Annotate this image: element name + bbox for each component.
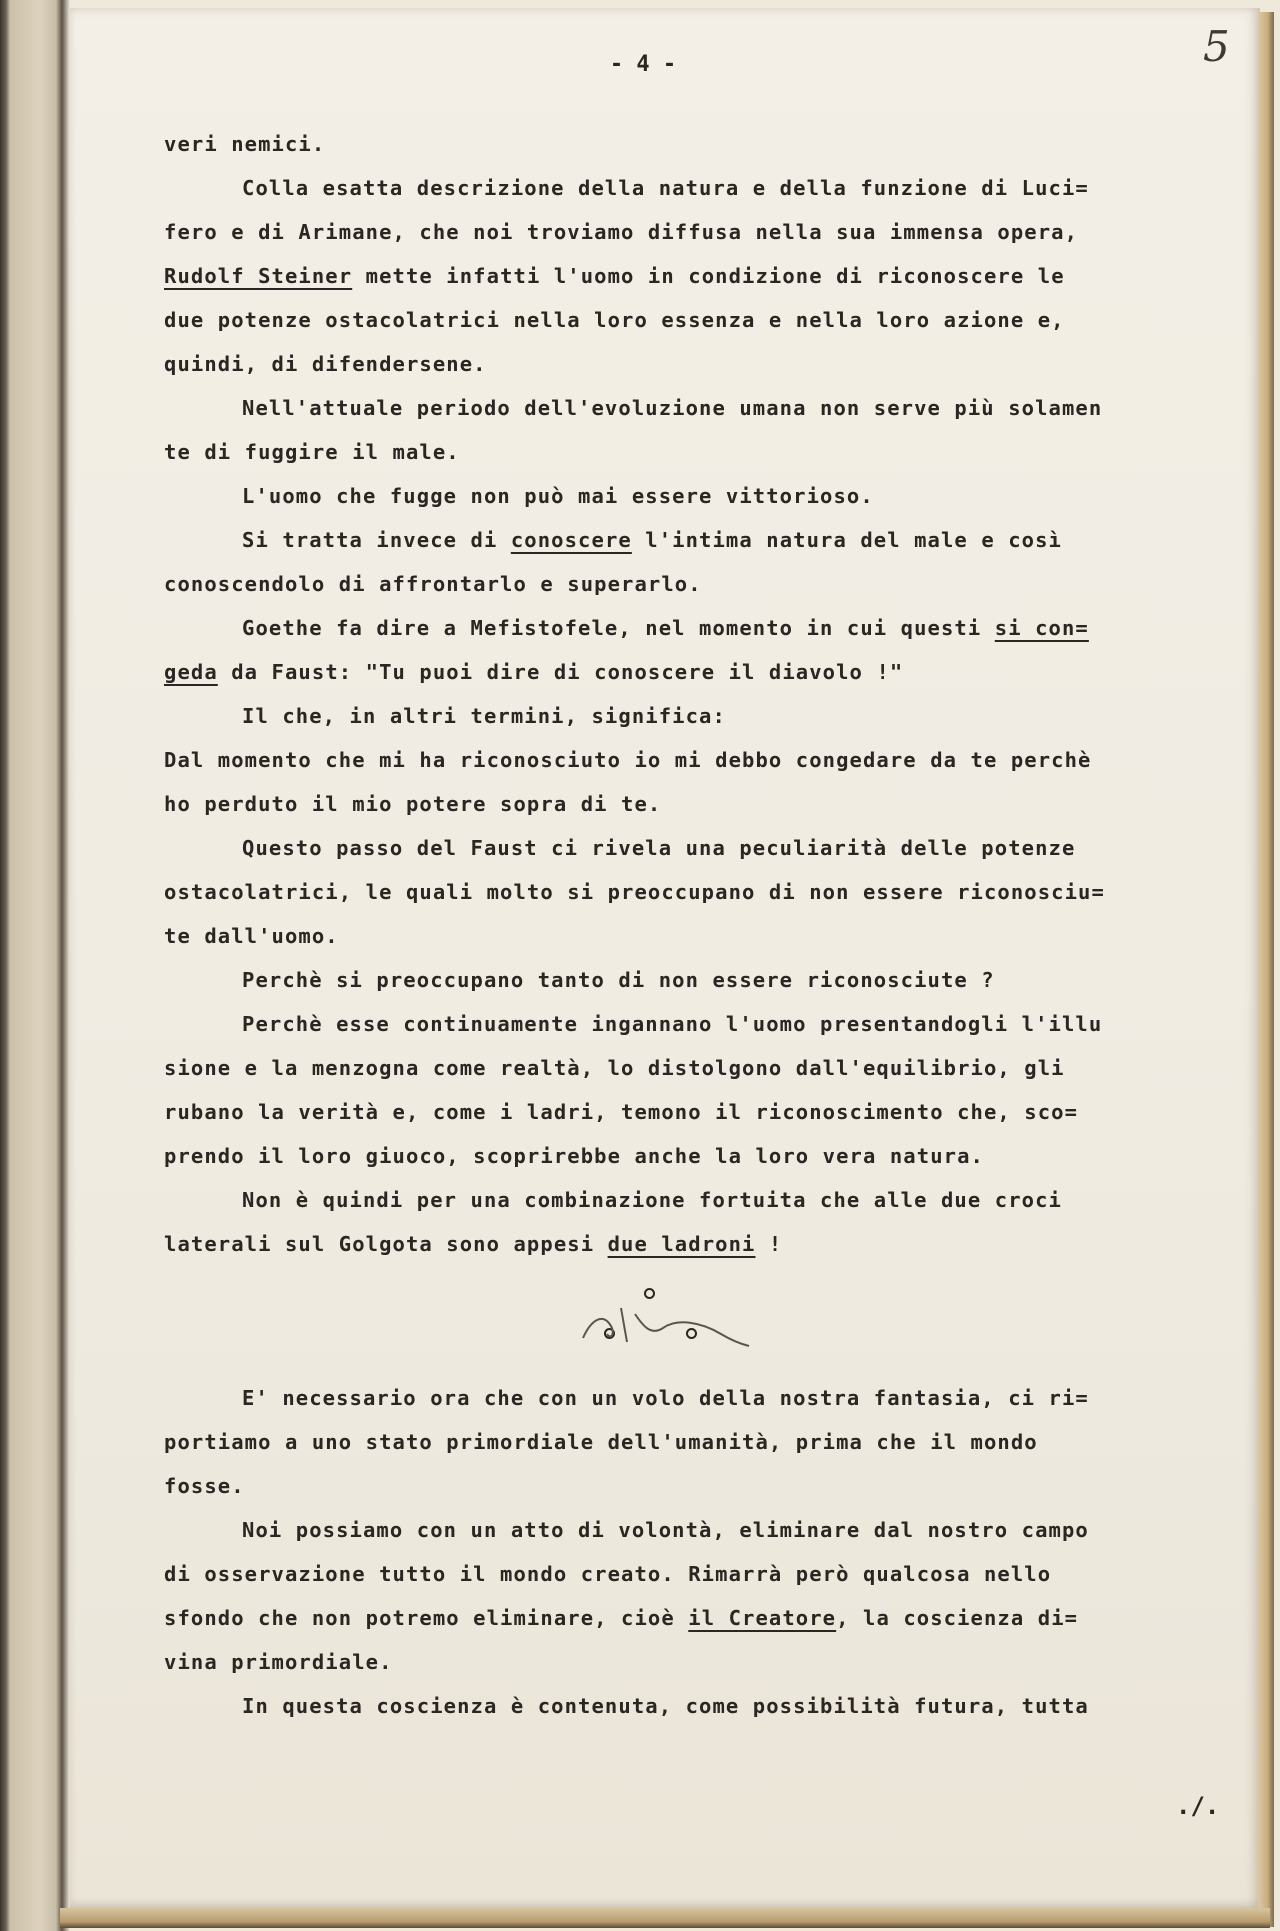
- text-line: Non è quindi per una combinazione fortuita che alle due croci: [242, 1188, 1062, 1212]
- underlined-word: geda: [164, 660, 218, 684]
- text-line: ho perduto il mio potere sopra di te.: [164, 792, 662, 816]
- text-line: portiamo a uno stato primordiale dell'umanità, prima che il mondo: [164, 1430, 1038, 1454]
- text-line: Questo passo del Faust ci rivela una peculiarità delle potenze: [242, 836, 1076, 860]
- text-line: Perchè esse continuamente ingannano l'uomo presentandogli l'illu: [242, 1012, 1103, 1036]
- text-line: due potenze ostacolatrici nella loro essenza e nella loro azione e,: [164, 308, 1065, 332]
- text-line: Il che, in altri termini, significa:: [242, 704, 726, 728]
- text-line: In questa coscienza è contenuta, come possibilità futura, tutta: [242, 1694, 1089, 1718]
- underlined-word: conoscere: [510, 528, 632, 552]
- underlined-word: due ladroni: [607, 1232, 756, 1256]
- page-number: - 4 -: [609, 52, 677, 77]
- text-line: fosse.: [164, 1474, 245, 1498]
- page-edge-bottom: [60, 1908, 1270, 1928]
- text-line: Si tratta invece di conoscere l'intima natura del male e così: [242, 528, 1062, 552]
- body-text: [164, 122, 1224, 1728]
- text-line: Goethe fa dire a Mefistofele, nel momento in cui questi si con=: [242, 616, 1089, 640]
- text-line: laterali sul Golgota sono appesi due ladroni !: [164, 1232, 783, 1256]
- handwritten-folio-number: 5: [1203, 22, 1230, 71]
- text-line: Noi possiamo con un atto di volontà, eliminare dal nostro campo: [242, 1518, 1089, 1542]
- text-line: rubano la verità e, come i ladri, temono il riconoscimento che, sco=: [164, 1100, 1079, 1124]
- text-line: conoscendolo di affrontarlo e superarlo.: [164, 572, 702, 596]
- underlined-name: Rudolf Steiner: [164, 264, 353, 288]
- text-line: sione e la menzogna come realtà, lo distolgono dall'equilibrio, gli: [164, 1056, 1065, 1080]
- underlined-word: si con=: [994, 616, 1089, 640]
- separator-dot: [644, 1288, 655, 1299]
- text-line: ostacolatrici, le quali molto si preoccupano di non essere riconosciu=: [164, 880, 1105, 904]
- text-line: prendo il loro giuoco, scoprirebbe anche la loro vera natura.: [164, 1144, 984, 1168]
- text-line: veri nemici.: [164, 132, 326, 156]
- continuation-mark: ./.: [1176, 1792, 1220, 1820]
- text-line: geda da Faust: "Tu puoi dire di conoscere il diavolo !": [164, 660, 904, 684]
- text-line: quindi, di difendersene.: [164, 352, 487, 376]
- handwritten-scribble-icon: [581, 1300, 751, 1350]
- text-line: Perchè si preoccupano tanto di non essere riconosciute ?: [242, 968, 995, 992]
- text-line: Rudolf Steiner mette infatti l'uomo in condizione di riconoscere le: [164, 264, 1065, 288]
- section-separator: [164, 1266, 1224, 1376]
- text-line: L'uomo che fugge non può mai essere vittorioso.: [242, 484, 874, 508]
- page-edge-right: [1258, 12, 1274, 1927]
- text-line: Nell'attuale periodo dell'evoluzione umana non serve più solamen: [242, 396, 1103, 420]
- text-line: vina primordiale.: [164, 1650, 393, 1674]
- underlined-word: il Creatore: [688, 1606, 837, 1630]
- text-line: Colla esatta descrizione della natura e della funzione di Luci=: [242, 176, 1089, 200]
- text-line: te dall'uomo.: [164, 924, 339, 948]
- text-line: Dal momento che mi ha riconosciuto io mi debbo congedare da te perchè: [164, 748, 1092, 772]
- text-line: te di fuggire il male.: [164, 440, 460, 464]
- text-line: E' necessario ora che con un volo della nostra fantasia, ci ri=: [242, 1386, 1089, 1410]
- text-line: di osservazione tutto il mondo creato. Rimarrà però qualcosa nello: [164, 1562, 1052, 1586]
- text-line: sfondo che non potremo eliminare, cioè il Creatore, la coscienza di=: [164, 1606, 1079, 1630]
- text-line: fero e di Arimane, che noi troviamo diffusa nella sua immensa opera,: [164, 220, 1079, 244]
